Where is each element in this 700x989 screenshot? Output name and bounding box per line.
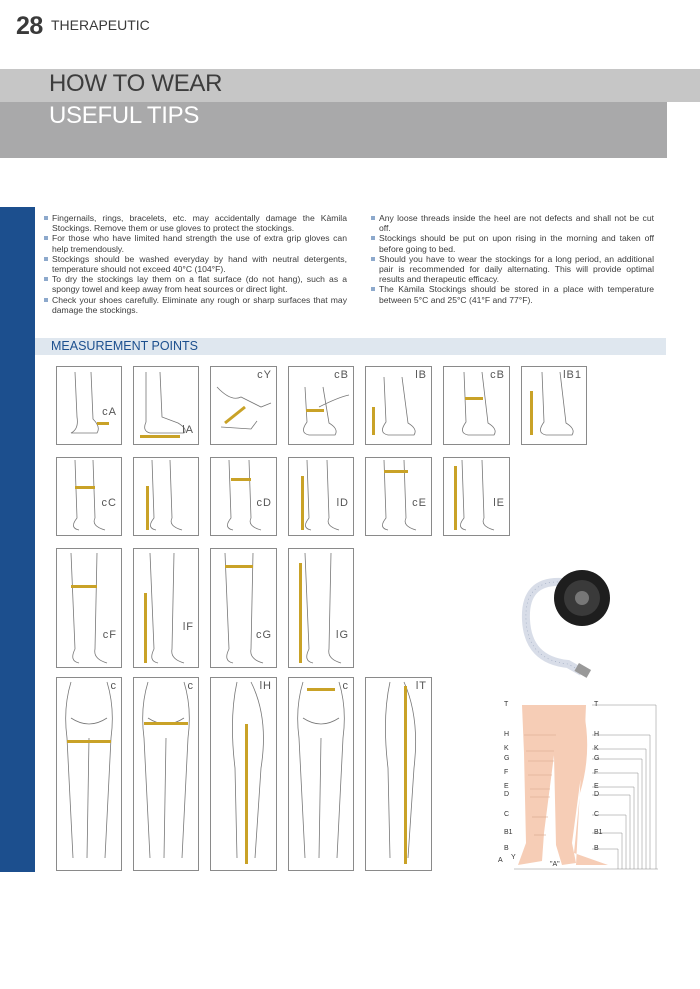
panel-cC bbox=[56, 457, 122, 536]
measurement-title: MEASUREMENT POINTS bbox=[51, 339, 199, 353]
panel-label: c bbox=[110, 680, 117, 692]
tip-item: Fingernails, rings, bracelets, etc. may accidentally damage the Kàmila Stockings. Remove them or use gloves to protect the stockings. bbox=[44, 213, 347, 233]
tip-item: Stockings should be put on upon rising in the morning and taken off before going to bed. bbox=[371, 233, 654, 253]
diagram-label: D bbox=[504, 791, 510, 798]
measuring-tape-image bbox=[520, 560, 640, 680]
panel-label: cE bbox=[412, 497, 427, 509]
panel-label: lA bbox=[182, 424, 194, 436]
panel-label: lD bbox=[336, 497, 349, 509]
panel-lT bbox=[365, 677, 432, 871]
diagram-label: Y bbox=[511, 854, 516, 861]
panel-label: lF bbox=[182, 621, 194, 633]
panel-label: lG bbox=[336, 629, 349, 641]
panel-cE bbox=[365, 457, 432, 536]
tip-item: The Kàmila Stockings should be stored in a place with temperature between 5°C and 25°C (41°F and 77°F). bbox=[371, 284, 654, 304]
panel-label: cD bbox=[256, 497, 272, 509]
diagram-label: K bbox=[504, 745, 509, 752]
panel-lE bbox=[443, 457, 510, 536]
page-subtitle: USEFUL TIPS bbox=[49, 102, 200, 129]
leg-measurement-diagram bbox=[496, 693, 666, 875]
panel-label: cF bbox=[102, 629, 117, 641]
diagram-label: F bbox=[504, 769, 509, 776]
diagram-label: D bbox=[594, 791, 600, 798]
panel-label: lH bbox=[259, 680, 272, 692]
tip-item: Should you have to wear the stockings for a long period, an additional pair is recommended for daily alternating. This will provide optimal results and therapeutic efficacy. bbox=[371, 254, 654, 285]
panel-lH bbox=[210, 677, 277, 871]
panel-cD bbox=[210, 457, 277, 536]
panel-lG bbox=[288, 548, 354, 668]
panel-label: lT bbox=[415, 680, 427, 692]
diagram-label: C bbox=[504, 811, 510, 818]
diagram-label: T bbox=[594, 701, 599, 708]
panel-lA bbox=[133, 366, 199, 445]
page-number: 28 bbox=[16, 12, 43, 40]
diagram-label: B bbox=[504, 845, 509, 852]
foot-label: "A" bbox=[550, 861, 560, 868]
panel-label: cA bbox=[102, 406, 117, 418]
tips-right-column bbox=[371, 213, 654, 305]
panel-label: lB bbox=[415, 369, 427, 381]
panel-lD bbox=[288, 457, 354, 536]
diagram-label: E bbox=[504, 783, 509, 790]
panel-label: cY bbox=[257, 369, 272, 381]
diagram-label: A bbox=[498, 857, 503, 864]
diagram-label: G bbox=[594, 755, 600, 762]
panel-lB1 bbox=[521, 366, 587, 445]
panel-cG bbox=[210, 548, 277, 668]
panel-cB bbox=[288, 366, 354, 445]
tip-item: Check your shoes carefully. Eliminate any rough or sharp surfaces that may damage the stockings. bbox=[44, 295, 347, 315]
panel-label: c bbox=[187, 680, 194, 692]
diagram-label: B bbox=[594, 845, 599, 852]
diagram-label: T bbox=[504, 701, 509, 708]
panel-label: lE bbox=[493, 497, 505, 509]
panel-label: cB bbox=[334, 369, 349, 381]
panel-cY bbox=[210, 366, 277, 445]
tip-item: Stockings should be washed everyday by hand with neutral detergents, temperature should not exceed 40°C (104°F). bbox=[44, 254, 347, 274]
panel-lF bbox=[133, 548, 199, 668]
panel-c-3 bbox=[288, 677, 354, 871]
diagram-label: H bbox=[504, 731, 510, 738]
diagram-label: E bbox=[594, 783, 599, 790]
tip-item: To dry the stockings lay them on a flat surface (do not hang), such as a spongy towel and keep away from heat sources or direct light. bbox=[44, 274, 347, 294]
panel-label: cC bbox=[101, 497, 117, 509]
panel-label: lB1 bbox=[563, 369, 582, 381]
diagram-label: K bbox=[594, 745, 599, 752]
tip-item: Any loose threads inside the heel are not defects and shall not be cut off. bbox=[371, 213, 654, 233]
panel-c-2 bbox=[133, 677, 199, 871]
diagram-label: C bbox=[594, 811, 600, 818]
diagram-label: B1 bbox=[594, 829, 603, 836]
panel-label: c bbox=[342, 680, 349, 692]
panel-lB bbox=[365, 366, 432, 445]
blue-sidebar bbox=[0, 207, 35, 872]
panel-cF bbox=[56, 548, 122, 668]
panel-label: cG bbox=[255, 629, 272, 641]
diagram-label: G bbox=[504, 755, 510, 762]
diagram-label: H bbox=[594, 731, 600, 738]
section-title: THERAPEUTIC bbox=[51, 17, 150, 33]
panel-cA bbox=[56, 366, 122, 445]
diagram-label: B1 bbox=[504, 829, 513, 836]
page-title: HOW TO WEAR bbox=[49, 70, 223, 97]
panel-lC bbox=[133, 457, 199, 536]
diagram-label: F bbox=[594, 769, 599, 776]
tip-item: For those who have limited hand strength the use of extra grip gloves can help tremendously. bbox=[44, 233, 347, 253]
panel-label: cB bbox=[490, 369, 505, 381]
panel-cB-2 bbox=[443, 366, 510, 445]
tips-left-column bbox=[44, 213, 347, 315]
panel-c-1 bbox=[56, 677, 122, 871]
